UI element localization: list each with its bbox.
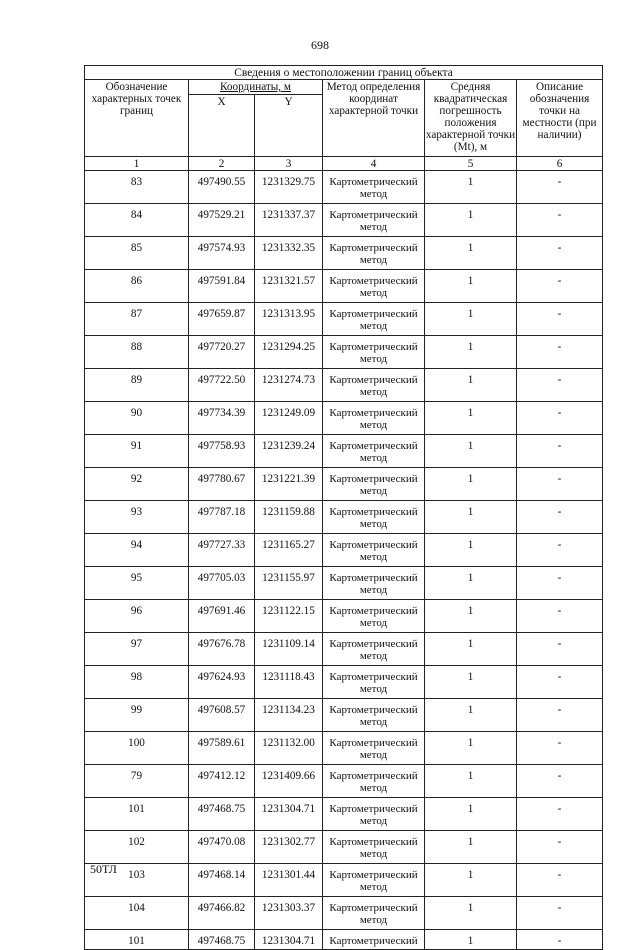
method [323, 501, 425, 534]
header-designation: Обозначение характерных точек границ [85, 80, 189, 157]
method-line-2: метод [359, 716, 388, 728]
method-line-2: метод [359, 848, 388, 860]
point-id: 94 [85, 534, 189, 567]
method-line-1: Картометрический [329, 704, 418, 716]
method-line-1: Картометрический [329, 506, 418, 518]
point-id: 99 [85, 699, 189, 732]
method [323, 732, 425, 765]
coord-x: 497705.03 [189, 567, 255, 600]
method-line-2: метод [359, 386, 388, 398]
point-description: - [517, 798, 603, 831]
point-id: 97 [85, 633, 189, 666]
method [323, 468, 425, 501]
mean-error: 1 [425, 468, 517, 501]
method-line-1: Картометрический [329, 935, 418, 947]
coord-y: 1231302.77 [255, 831, 323, 864]
method [323, 204, 425, 237]
method-line-2: метод [359, 320, 388, 332]
header-error: Средняя квадратическая погрешность положения характерной точки (Mt), м [425, 80, 517, 157]
point-id: 86 [85, 270, 189, 303]
coord-x: 497727.33 [189, 534, 255, 567]
mean-error: 1 [425, 897, 517, 930]
method [323, 930, 425, 950]
mean-error: 1 [425, 732, 517, 765]
method [323, 336, 425, 369]
point-id: 104 [85, 897, 189, 930]
point-description: - [517, 699, 603, 732]
mean-error: 1 [425, 501, 517, 534]
point-id: 103 [85, 864, 189, 897]
point-description: - [517, 864, 603, 897]
coord-y: 1231329.75 [255, 171, 323, 204]
coord-x: 497466.82 [189, 897, 255, 930]
coord-y: 1231239.24 [255, 435, 323, 468]
method [323, 402, 425, 435]
method-line-1: Картометрический [329, 869, 418, 881]
table-row [85, 897, 603, 930]
point-description: - [517, 633, 603, 666]
column-number: 4 [323, 157, 425, 171]
mean-error: 1 [425, 567, 517, 600]
point-description: - [517, 402, 603, 435]
point-description: - [517, 897, 603, 930]
method-line-1: Картометрический [329, 638, 418, 650]
coord-x: 497591.84 [189, 270, 255, 303]
coord-y: 1231249.09 [255, 402, 323, 435]
point-id: 101 [85, 930, 189, 950]
coord-y: 1231165.27 [255, 534, 323, 567]
method [323, 633, 425, 666]
method-line-2: метод [359, 353, 388, 365]
table-row [85, 732, 603, 765]
point-description: - [517, 468, 603, 501]
method [323, 369, 425, 402]
table-row [85, 666, 603, 699]
point-id: 93 [85, 501, 189, 534]
method-line-1: Картометрический [329, 308, 418, 320]
method-line-1: Картометрический [329, 242, 418, 254]
table-row [85, 699, 603, 732]
point-id: 98 [85, 666, 189, 699]
method-line-2: метод [359, 914, 388, 926]
mean-error: 1 [425, 864, 517, 897]
coord-x: 497490.55 [189, 171, 255, 204]
table-row [85, 765, 603, 798]
method-line-1: Картометрический [329, 440, 418, 452]
method-line-2: метод [359, 518, 388, 530]
coord-x: 497529.21 [189, 204, 255, 237]
mean-error: 1 [425, 204, 517, 237]
point-description: - [517, 930, 603, 950]
coord-y: 1231304.71 [255, 798, 323, 831]
coord-x: 497589.61 [189, 732, 255, 765]
method-line-1: Картометрический [329, 836, 418, 848]
mean-error: 1 [425, 237, 517, 270]
point-id: 102 [85, 831, 189, 864]
method-line-2: метод [359, 287, 388, 299]
point-id: 96 [85, 600, 189, 633]
point-id: 100 [85, 732, 189, 765]
method [323, 864, 425, 897]
method-line-1: Картометрический [329, 671, 418, 683]
coord-x: 497787.18 [189, 501, 255, 534]
point-description: - [517, 666, 603, 699]
header-coordinates [189, 80, 323, 95]
method-line-2: метод [359, 881, 388, 893]
method-line-2: метод [359, 485, 388, 497]
method-line-2: метод [359, 782, 388, 794]
method-line-1: Картометрический [329, 902, 418, 914]
coord-x: 497758.93 [189, 435, 255, 468]
point-id: 84 [85, 204, 189, 237]
table-row [85, 435, 603, 468]
header-x: X [189, 95, 255, 157]
point-description: - [517, 501, 603, 534]
point-id: 90 [85, 402, 189, 435]
footer-code: 50ТЛ [90, 862, 117, 876]
header-method: Метод определения координат характерной точки [323, 80, 425, 157]
method-line-1: Картометрический [329, 275, 418, 287]
point-id: 89 [85, 369, 189, 402]
point-id: 91 [85, 435, 189, 468]
mean-error: 1 [425, 633, 517, 666]
mean-error: 1 [425, 303, 517, 336]
method-line-2: метод [359, 452, 388, 464]
coord-y: 1231132.00 [255, 732, 323, 765]
coord-y: 1231337.37 [255, 204, 323, 237]
point-id: 79 [85, 765, 189, 798]
method-line-2: метод [359, 584, 388, 596]
method [323, 798, 425, 831]
point-description: - [517, 831, 603, 864]
table-body [85, 171, 603, 950]
point-id: 87 [85, 303, 189, 336]
mean-error: 1 [425, 171, 517, 204]
table-row [85, 468, 603, 501]
table-row [85, 633, 603, 666]
point-description: - [517, 171, 603, 204]
point-description: - [517, 765, 603, 798]
method [323, 237, 425, 270]
method-line-1: Картометрический [329, 407, 418, 419]
method [323, 831, 425, 864]
point-id: 83 [85, 171, 189, 204]
method-line-2: метод [359, 551, 388, 563]
coord-y: 1231122.15 [255, 600, 323, 633]
method [323, 534, 425, 567]
point-description: - [517, 237, 603, 270]
method-line-2: метод [359, 683, 388, 695]
mean-error: 1 [425, 831, 517, 864]
point-description: - [517, 435, 603, 468]
coord-y: 1231134.23 [255, 699, 323, 732]
header-coordinates-text: Координаты, м [220, 81, 291, 93]
mean-error: 1 [425, 270, 517, 303]
method-line-1: Картометрический [329, 209, 418, 221]
table-row [85, 171, 603, 204]
column-number: 2 [189, 157, 255, 171]
method [323, 171, 425, 204]
coord-x: 497722.50 [189, 369, 255, 402]
column-number: 1 [85, 157, 189, 171]
column-number: 5 [425, 157, 517, 171]
method-line-1: Картометрический [329, 539, 418, 551]
point-description: - [517, 303, 603, 336]
coord-y: 1231294.25 [255, 336, 323, 369]
coord-x: 497468.14 [189, 864, 255, 897]
method [323, 435, 425, 468]
mean-error: 1 [425, 699, 517, 732]
mean-error: 1 [425, 798, 517, 831]
coord-y: 1231118.43 [255, 666, 323, 699]
header-description: Описание обозначения точки на местности (при наличии) [517, 80, 603, 157]
method-line-1: Картометрический [329, 176, 418, 188]
column-number: 3 [255, 157, 323, 171]
coord-x: 497734.39 [189, 402, 255, 435]
method-line-2: метод [359, 254, 388, 266]
coord-x: 497720.27 [189, 336, 255, 369]
point-description: - [517, 567, 603, 600]
mean-error: 1 [425, 336, 517, 369]
coord-x: 497608.57 [189, 699, 255, 732]
table-row [85, 204, 603, 237]
coord-x: 497468.75 [189, 798, 255, 831]
method [323, 600, 425, 633]
coord-x: 497574.93 [189, 237, 255, 270]
coord-x: 497676.78 [189, 633, 255, 666]
method-line-2: метод [359, 617, 388, 629]
method-line-1: Картометрический [329, 473, 418, 485]
coord-y: 1231304.71 [255, 930, 323, 950]
boundary-coordinates-table [84, 65, 603, 950]
coord-y: 1231155.97 [255, 567, 323, 600]
point-description: - [517, 369, 603, 402]
coord-y: 1231301.44 [255, 864, 323, 897]
point-id: 85 [85, 237, 189, 270]
mean-error: 1 [425, 765, 517, 798]
coord-x: 497470.08 [189, 831, 255, 864]
point-description: - [517, 270, 603, 303]
coord-y: 1231109.14 [255, 633, 323, 666]
table-row [85, 864, 603, 897]
method-line-1: Картометрический [329, 737, 418, 749]
coord-y: 1231321.57 [255, 270, 323, 303]
point-id: 95 [85, 567, 189, 600]
method [323, 666, 425, 699]
point-description: - [517, 204, 603, 237]
method-line-1: Картометрический [329, 605, 418, 617]
point-id: 101 [85, 798, 189, 831]
coord-y: 1231303.37 [255, 897, 323, 930]
method-line-1: Картометрический [329, 374, 418, 386]
point-description: - [517, 336, 603, 369]
table-row [85, 303, 603, 336]
table-row [85, 930, 603, 950]
coord-y: 1231409.66 [255, 765, 323, 798]
header-y: Y [255, 95, 323, 157]
table-row [85, 237, 603, 270]
coord-y: 1231332.35 [255, 237, 323, 270]
table-row [85, 270, 603, 303]
table-row [85, 567, 603, 600]
mean-error: 1 [425, 534, 517, 567]
method [323, 567, 425, 600]
method [323, 270, 425, 303]
coord-x: 497659.87 [189, 303, 255, 336]
point-id: 88 [85, 336, 189, 369]
table-row [85, 534, 603, 567]
mean-error: 1 [425, 402, 517, 435]
point-description: - [517, 732, 603, 765]
mean-error: 1 [425, 369, 517, 402]
mean-error: 1 [425, 435, 517, 468]
coord-x: 497691.46 [189, 600, 255, 633]
table-row [85, 336, 603, 369]
table-row [85, 402, 603, 435]
column-number: 6 [517, 157, 603, 171]
coord-y: 1231159.88 [255, 501, 323, 534]
mean-error: 1 [425, 930, 517, 950]
method [323, 699, 425, 732]
point-id: 92 [85, 468, 189, 501]
coord-x: 497624.93 [189, 666, 255, 699]
table-row [85, 798, 603, 831]
method-line-2: метод [359, 815, 388, 827]
table-row [85, 501, 603, 534]
point-description: - [517, 534, 603, 567]
method [323, 303, 425, 336]
method [323, 765, 425, 798]
coord-y: 1231313.95 [255, 303, 323, 336]
table-row [85, 369, 603, 402]
table-title: Сведения о местоположении границ объекта [85, 66, 603, 80]
method [323, 897, 425, 930]
page-number: 698 [311, 38, 329, 52]
coord-y: 1231221.39 [255, 468, 323, 501]
mean-error: 1 [425, 600, 517, 633]
coord-x: 497780.67 [189, 468, 255, 501]
mean-error: 1 [425, 666, 517, 699]
method-line-2: метод [359, 650, 388, 662]
method-line-1: Картометрический [329, 572, 418, 584]
coord-x: 497412.12 [189, 765, 255, 798]
table-row [85, 831, 603, 864]
method-line-2: метод [359, 221, 388, 233]
method-line-1: Картометрический [329, 803, 418, 815]
coord-y: 1231274.73 [255, 369, 323, 402]
table-row [85, 600, 603, 633]
method-line-2: метод [359, 749, 388, 761]
method-line-2: метод [359, 419, 388, 431]
point-description: - [517, 600, 603, 633]
method-line-1: Картометрический [329, 341, 418, 353]
coord-x: 497468.75 [189, 930, 255, 950]
method-line-1: Картометрический [329, 770, 418, 782]
method-line-2: метод [359, 188, 388, 200]
